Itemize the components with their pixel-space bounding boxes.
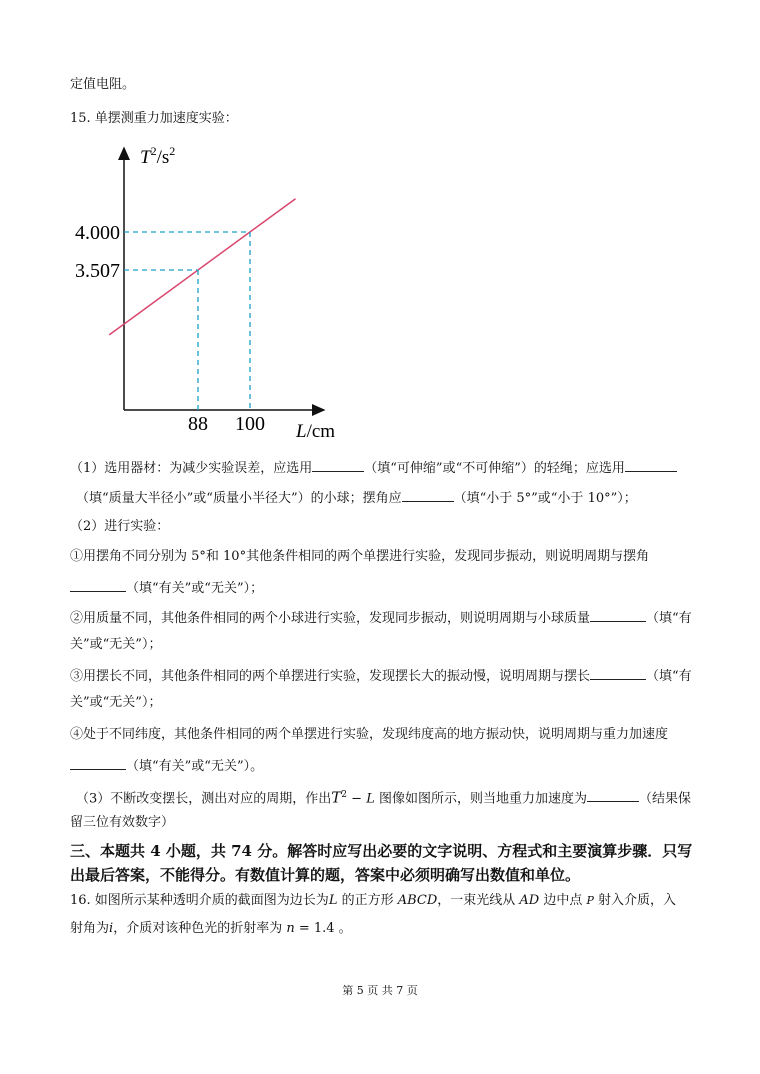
q16-AD: AD [519,893,540,908]
y-label-var: T [140,147,151,168]
q16-e: 射入介质，入 [593,893,677,908]
fit-line [109,199,295,335]
q15-step3-line1 [70,666,692,686]
top-text: 定值电阻。 [70,77,136,92]
q15-step4-line2 [70,756,263,776]
x-tick-label: 100 [235,413,265,435]
q15-p1a: （1）选用器材：为减少实验误差，应选用 [70,461,313,476]
x-label-unit: /cm [306,421,336,442]
y-label-unit: /s [156,147,170,168]
answer-blank-4[interactable] [70,578,126,592]
q15-p3c: （结果保 [638,791,691,807]
q15-step2-line1 [70,608,692,628]
q15-step1-line2 [70,578,263,598]
q15-part1-line2 [76,488,637,508]
q16-i: i [109,921,114,936]
question-15-title: 15. 单摆测重力加速度实验： [70,111,238,126]
answer-blank-5[interactable] [590,608,646,622]
formula-sup: 2 [341,790,348,800]
q15-part1-line1 [70,458,677,478]
y-tick-label: 3.507 [75,260,120,282]
section-3-heading-line1: 三、本题共 4 小题，共 74 分。解答时应写出必要的文字说明、方程式和主要演算步骤．只写 [70,842,693,860]
t2-l-graph [0,0,760,450]
answer-blank-6[interactable] [590,666,646,680]
answer-blank-3[interactable] [402,488,454,502]
q15-step2-line2: 关”或“无关”）； [70,637,162,652]
q15-s3a: ③用摆长不同，其他条件相同的两个单摆进行实验，发现摆长大的振动慢，说明周期与摆长 [70,669,591,684]
q16-c: ，一束光线从 [437,893,520,908]
q15-part3-line1 [76,786,691,808]
q16-d: 边中点 [539,893,587,908]
q16-a: 16. 如图所示某种透明介质的截面图为边长为 [70,893,329,908]
question-16-line1 [70,892,676,910]
q15-p3b: 图像如图所示，则当地重力加速度为 [374,791,587,807]
q15-s4b: （填“有关”或“无关”）。 [126,759,264,774]
q15-s2a: ②用质量不同，其他条件相同的两个小球进行实验，发现同步振动，则说明周期与小球质量 [70,611,591,626]
formula-t: T [331,788,342,807]
q15-p3a: （3）不断改变摆长，测出对应的周期，作出 [76,791,332,807]
q16-h: = 1.4 。 [294,921,352,936]
y-label-sup1: 2 [150,144,157,158]
formula-dash: − [347,791,367,807]
q16-b: 的正方形 [337,893,398,908]
y-label-sup2: 2 [169,144,176,158]
answer-blank-8[interactable] [587,788,639,802]
formula-l: L [366,791,375,807]
answer-blank-1[interactable] [312,458,364,472]
y-axis-label [140,144,175,168]
q15-p1c: （填“质量大半径小”或“质量小半径大”）的小球；摆角应 [76,491,402,506]
y-tick-label: 4.000 [75,222,120,244]
q16-f: 射角为 [70,921,110,936]
q15-step3-line2: 关”或“无关”）； [70,695,162,710]
q15-step4-line1: ④处于不同纬度，其他条件相同的两个单摆进行实验，发现纬度高的地方振动快，说明周期与重力加速度 [70,727,669,742]
x-axis-label [295,421,335,442]
q15-part3-line2: 留三位有效数字） [70,815,175,830]
q15-s2b: （填“有 [646,611,692,626]
q15-p1b: （填“可伸缩”或“不可伸缩”）的轻绳；应选用 [364,461,625,476]
q16-g: ，介质对该种色光的折射率为 [113,921,287,936]
answer-blank-7[interactable] [70,756,126,770]
q15-step1-line1: ①用摆角不同分别为 5°和 10°其他条件相同的两个单摆进行实验，发现同步振动，则说明周期与摆角 [70,549,650,564]
question-16-line2 [70,920,352,938]
answer-blank-2[interactable] [625,458,677,472]
q15-s3b: （填“有 [646,669,692,684]
q16-P: P [586,894,594,907]
q16-L: L [328,893,338,908]
x-tick-label: 88 [188,413,208,435]
page-footer: 第 5 页 共 7 页 [342,984,418,997]
q15-part2: （2）进行实验： [70,519,170,534]
q16-ABCD: ABCD [397,893,438,908]
x-label-var: L [296,421,307,442]
section-3-heading-line2: 出最后答案，不能得分。有数值计算的题，答案中必须明确写出数值和单位。 [70,866,581,884]
q15-p1d: （填“小于 5°”或“小于 10°”）； [453,491,637,506]
q15-s1b: （填“有关”或“无关”）； [126,581,264,596]
q16-n: n [286,921,295,936]
